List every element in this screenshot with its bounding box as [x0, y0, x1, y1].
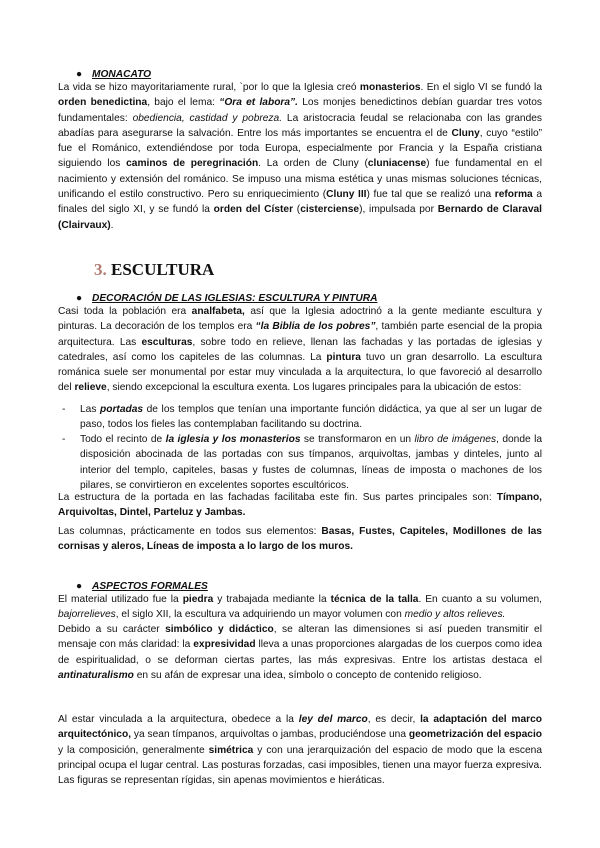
paragraph-aspectos-1: El material utilizado fue la piedra y trabajada mediante la técnica de la talla. En cuanto a su volumen, bajorrelieves, el siglo XII, la escultura va adquiriendo un mayor volumen con medio y altos relieves. [58, 594, 543, 621]
paragraph-columnas: Las columnas, prácticamente en todos sus elementos: Basas, Fustes, Capiteles, Modillones de las cornisas y aleros, Líneas de imposta a lo largo de los muros. [58, 526, 542, 553]
bullet-icon: ● [76, 581, 83, 592]
section-number: 3. [94, 260, 107, 279]
paragraph-monacato: La vida se hizo mayoritariamente rural, `por lo que la Iglesia creó monasterios. En el siglo VI se fundó la orden benedictina, bajo el lema: “Ora et labora”. Los monjes benedictinos debían guardar tres votos fundamentales: obediencia, castidad y pobreza. La aristocracia feudal se relacionaba con las grandes abadías para asegurarse la salvación. Entre los más importantes se encuentra el de Cluny, cuyo “estilo” fue el Románico, extendiéndose por toda Europa, especialmente por Francia y la España cristiana siguiendo los caminos de peregrinación. La orden de Cluny (cluniacense) fue fundamental en el nacimiento y extensión del románico. Se impuso una misma estética y unas mismas soluciones técnicas, unificando el estilo constructivo. Pero su enriquecimiento (Cluny III) fue tal que se realizó una reforma a finales del siglo XI, y se fundó la orden del Císter (cisterciense), impulsada por Bernardo de Claraval (Clairvaux). [58, 82, 543, 231]
section-title-escultura [94, 260, 214, 280]
section-title-text: ESCULTURA [106, 260, 215, 279]
bullet-icon: ● [76, 293, 83, 304]
paragraph-decoracion-1: Casi toda la población era analfabeta, así que la Iglesia adoctrinó a la gente mediante escultura y pinturas. La decoración de los templos era “la Biblia de los pobres”, también parte esencial de la propia arquitectura. Las esculturas, sobre todo en relieve, llenan las fachadas y las portadas de iglesias y catedrales, así como los capiteles de las columnas. La pintura tuvo un gran desarrollo. La escultura románica suele ser monumental por estar muy vinculada a la arquitectura, lo que favoreció al desarrollo del relieve, siendo excepcional la escultura exenta. Los lugares principales para la ubicación de estos: [58, 306, 542, 394]
paragraph-estructura: La estructura de la portada en las fachadas facilitaba este fin. Sus partes principales son: Tímpano, Arquivoltas, Dintel, Parteluz y Jambas. [58, 492, 542, 519]
paragraph-aspectos-3: Al estar vinculada a la arquitectura, obedece a la ley del marco, es decir, la adaptación del marco arquitectónico, ya sean tímpanos, arquivoltas o jambas, produciéndose una geometrización del espacio y la composición, generalmente simétrica y con una jerarquización del espacio de modo que la escena principal ocupa el lugar central. Las posturas forzadas, casi imposibles, tienen una mayor fuerza expresiva. Las figuras se representan rígidas, sin apenas movimientos e hieráticas. [58, 714, 542, 787]
paragraph-aspectos-2: Debido a su carácter simbólico y didáctico, se alteran las dimensiones si así pueden transmitir el mensaje con más claridad: la expresividad lleva a unas proporciones alargadas de los cuerpos como idea de espiritualidad, o se deforman ciertas partes, las más expresivas. Entre los artistas destaca el antinaturalismo en su afán de expresar una idea, símbolo o concepto de contenido religioso. [58, 624, 542, 681]
heading-text: DECORACIÓN DE LAS IGLESIAS: ESCULTURA Y PINTURA [92, 293, 378, 304]
list-item-portadas: - Las portadas de los templos que tenían una importante función didáctica, ya que al ser un lugar de paso, todos los fieles las contemplaban facilitando su doctrina. [62, 404, 542, 431]
heading-text: ASPECTOS FORMALES [92, 581, 208, 592]
bullet-icon: ● [76, 69, 83, 80]
heading-text: MONACATO [92, 69, 152, 80]
list-item-recinto: - Todo el recinto de la iglesia y los monasterios se transformaron en un libro de imágenes, donde la disposición abocinada de las portadas con sus tímpanos, arquivoltas, jambas y dinteles, junto al interior del templo, capiteles, basas y fustes de columnas, líneas de imposta o machones de los pilares, se convirtieron en excelentes soportes escultóricos. [62, 434, 542, 491]
